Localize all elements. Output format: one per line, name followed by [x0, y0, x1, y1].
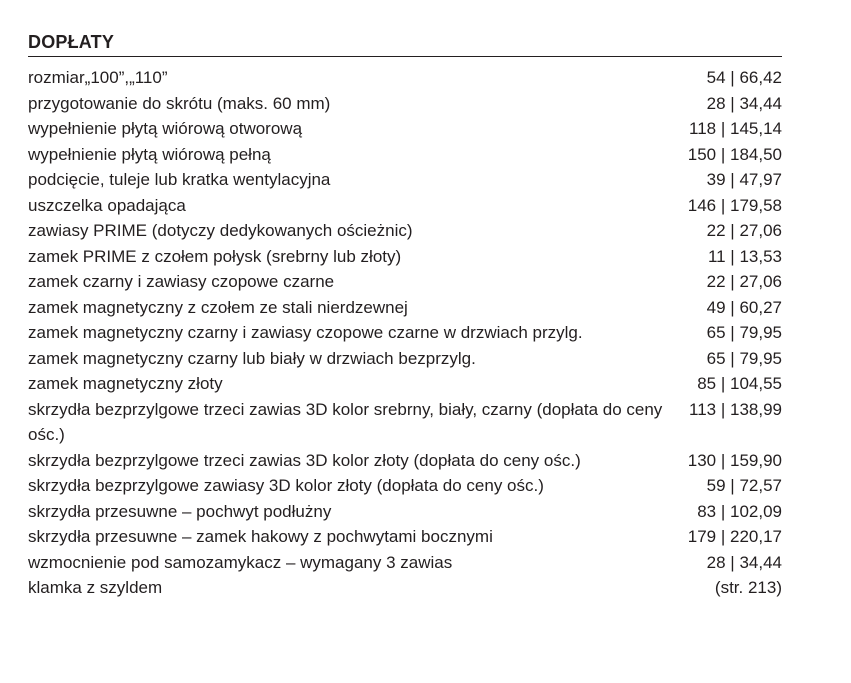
item-price: 22 | 27,06 — [706, 272, 782, 291]
item-price: (str. 213) — [714, 578, 782, 597]
surcharges-section — [28, 30, 782, 601]
item-label: uszczelka opadająca — [28, 195, 186, 215]
item-label: zamek magnetyczny złoty — [28, 374, 223, 393]
item-price: 179 | 220,17 — [687, 527, 782, 546]
item-label: skrzydła przesuwne – pochwyt podłużny — [28, 501, 332, 521]
list-item — [28, 575, 782, 601]
item-price: 22 | 27,06 — [706, 221, 782, 240]
list-item — [28, 116, 782, 142]
list-item — [28, 499, 782, 525]
list-item — [28, 65, 782, 91]
item-price: 65 | 79,95 — [706, 323, 782, 342]
item-price: 11 | 13,53 — [707, 246, 782, 266]
item-label: skrzydła przesuwne – zamek hakowy z pochwytami bocznymi — [28, 527, 493, 546]
item-price: 130 | 159,90 — [687, 450, 782, 470]
list-item — [28, 167, 782, 193]
list-item — [28, 295, 782, 321]
item-label: wypełnienie płytą wiórową otworową — [28, 119, 303, 138]
list-item — [28, 91, 782, 117]
item-label: zawiasy PRIME (dotyczy dedykowanych ościeżnic) — [28, 221, 413, 240]
section-title: DOPŁATY — [28, 30, 782, 57]
item-label: zamek PRIME z czołem połysk (srebrny lub złoty) — [28, 246, 402, 266]
item-price: 49 | 60,27 — [706, 297, 782, 317]
list-item — [28, 397, 782, 448]
list-item — [28, 218, 782, 244]
item-price: 146 | 179,58 — [687, 195, 782, 215]
item-label: zamek magnetyczny czarny i zawiasy czopowe czarne w drzwiach przylg. — [28, 323, 583, 342]
item-label: skrzydła bezprzylgowe trzeci zawias 3D kolor złoty (dopłata do ceny ośc.) — [28, 450, 581, 470]
item-price: 83 | 102,09 — [697, 501, 782, 521]
surcharge-list — [28, 65, 782, 601]
item-price: 118 | 145,14 — [689, 119, 782, 138]
list-item — [28, 550, 782, 576]
item-label: zamek magnetyczny z czołem ze stali nierdzewnej — [28, 297, 408, 317]
list-item — [28, 269, 782, 295]
item-price: 113 | 138,99 — [689, 399, 782, 419]
item-price: 39 | 47,97 — [706, 170, 782, 189]
item-price: 85 | 104,55 — [697, 374, 782, 393]
list-item — [28, 371, 782, 397]
item-label: podcięcie, tuleje lub kratka wentylacyjna — [28, 170, 331, 189]
item-price: 54 | 66,42 — [706, 68, 782, 87]
item-label: wzmocnienie pod samozamykacz – wymagany 3 zawias — [28, 552, 453, 572]
item-label: przygotowanie do skrótu (maks. 60 mm) — [28, 93, 331, 113]
list-item — [28, 193, 782, 219]
item-price: 28 | 34,44 — [706, 552, 782, 572]
list-item — [28, 320, 782, 346]
item-price: 150 | 184,50 — [687, 144, 782, 164]
item-label: wypełnienie płytą wiórową pełną — [28, 144, 271, 164]
item-price: 65 | 79,95 — [706, 348, 782, 368]
item-label: klamka z szyldem — [28, 578, 163, 597]
list-item — [28, 473, 782, 499]
item-label: rozmiar„100”,„110” — [28, 68, 168, 87]
list-item — [28, 244, 782, 270]
item-label: zamek magnetyczny czarny lub biały w drzwiach bezprzylg. — [28, 348, 476, 368]
item-label: skrzydła bezprzylgowe zawiasy 3D kolor złoty (dopłata do ceny ośc.) — [28, 476, 544, 495]
item-price: 59 | 72,57 — [706, 476, 782, 495]
list-item — [28, 524, 782, 550]
item-label: zamek czarny i zawiasy czopowe czarne — [28, 272, 335, 291]
list-item — [28, 346, 782, 372]
list-item — [28, 142, 782, 168]
item-price: 28 | 34,44 — [706, 93, 782, 113]
item-label: skrzydła bezprzylgowe trzeci zawias 3D kolor srebrny, biały, czarny (dopłata do ceny ośc.) — [28, 399, 663, 444]
list-item — [28, 448, 782, 474]
